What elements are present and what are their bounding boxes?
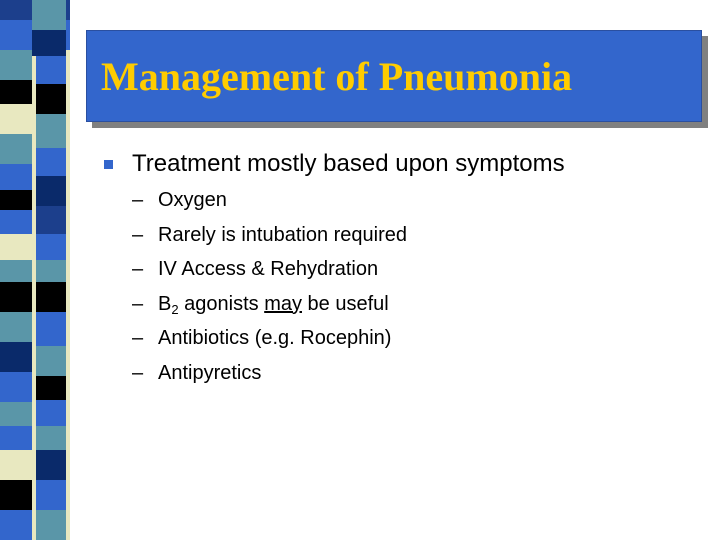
slide-title: Management of Pneumonia [101, 54, 573, 99]
b2-subscript: 2 [171, 301, 179, 317]
b2-mid: agonists [178, 292, 265, 315]
b2-may-underlined: may [264, 292, 302, 315]
square-bullet-icon [104, 160, 113, 169]
list-item-text: Antipyretics [158, 361, 262, 384]
dash-bullet: – [132, 189, 144, 211]
main-bullet-text: Treatment mostly based upon symptoms [132, 150, 565, 177]
list-item-text: Oxygen [158, 189, 227, 211]
b2-prefix: B [158, 292, 172, 315]
dash-bullet: – [132, 292, 144, 315]
decorative-color-stripe [0, 0, 70, 540]
list-item-text [158, 293, 389, 317]
dash-bullet: – [132, 361, 144, 384]
title-banner [86, 30, 702, 122]
list-item-text: Antibiotics (e.g. Rocephin) [158, 327, 392, 350]
list-item-text: Rarely is intubation required [158, 223, 408, 246]
b2-suffix: be useful [301, 292, 389, 315]
dash-bullet: – [132, 223, 144, 246]
dash-bullet: – [132, 258, 144, 281]
dash-bullet: – [132, 327, 144, 350]
list-item-text: IV Access & Rehydration [158, 258, 379, 281]
